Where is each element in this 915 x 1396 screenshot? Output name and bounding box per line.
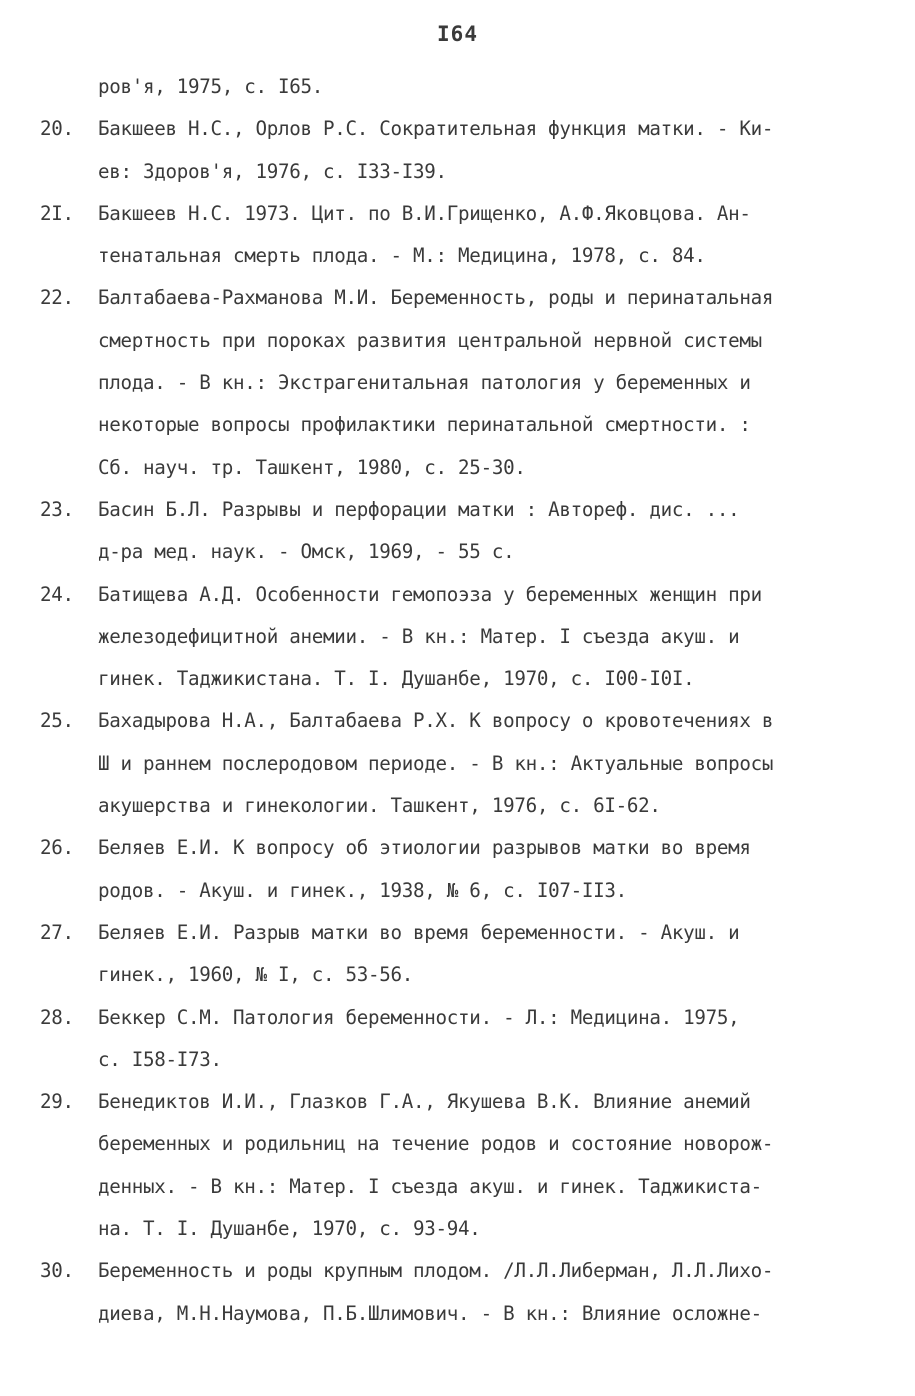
reference-line: гинек., 1960, № I, с. 53-56. bbox=[98, 963, 414, 987]
reference-line bbox=[40, 114, 880, 156]
reference-text: Бакшеев Н.С. 1973. Цит. по В.И.Грищенко, А.Ф.Яковцова. Ан- bbox=[98, 201, 751, 225]
reference-item bbox=[40, 918, 880, 1003]
reference-line: ев: Здоров'я, 1976, с. I33-I39. bbox=[98, 159, 447, 183]
reference-list bbox=[40, 72, 880, 1341]
reference-text: Бакшеев Н.С., Орлов Р.С. Сократительная функция матки. - Ки- bbox=[98, 117, 774, 141]
reference-text: Балтабаева-Рахманова М.И. Беременность, роды и перинатальная bbox=[98, 286, 774, 310]
reference-line bbox=[40, 283, 880, 325]
reference-number: 30. bbox=[40, 1259, 74, 1283]
reference-number: 22. bbox=[40, 286, 74, 310]
reference-line: д-ра мед. наук. - Омск, 1969, - 55 с. bbox=[98, 540, 515, 564]
reference-text: Басин Б.Л. Разрывы и перфорации матки : Автореф. дис. ... bbox=[98, 497, 740, 521]
reference-line bbox=[40, 833, 880, 875]
reference-text: Беременность и роды крупным плодом. /Л.Л.Либерман, Л.Л.Лихо- bbox=[98, 1259, 774, 1283]
reference-number: 2I. bbox=[40, 201, 74, 225]
reference-item bbox=[40, 283, 880, 494]
reference-number: 20. bbox=[40, 117, 74, 141]
reference-item bbox=[40, 114, 880, 199]
reference-line bbox=[40, 1087, 880, 1129]
reference-line bbox=[40, 1256, 880, 1298]
reference-text: Бенедиктов И.И., Глазков Г.А., Якушева В.К. Влияние анемий bbox=[98, 1090, 751, 1114]
reference-item bbox=[40, 1003, 880, 1088]
reference-number: 28. bbox=[40, 1005, 74, 1029]
reference-text: Бахадырова Н.А., Балтабаева Р.Х. К вопросу о кровотечениях в bbox=[98, 709, 774, 733]
reference-item bbox=[40, 833, 880, 918]
reference-line: гинек. Таджикистана. Т. I. Душанбе, 1970, с. I00-I0I. bbox=[98, 667, 695, 691]
reference-line: плода. - В кн.: Экстрагенитальная патология у беременных и bbox=[98, 371, 751, 395]
reference-line bbox=[40, 199, 880, 241]
reference-line bbox=[40, 706, 880, 748]
page-number: I64 bbox=[437, 22, 478, 46]
reference-number: 26. bbox=[40, 836, 74, 860]
reference-line: диева, М.Н.Наумова, П.Б.Шлимович. - В кн.: Влияние осложне- bbox=[98, 1301, 762, 1325]
reference-line bbox=[40, 495, 880, 537]
reference-line: Сб. науч. тр. Ташкент, 1980, с. 25-30. bbox=[98, 455, 526, 479]
reference-number: 23. bbox=[40, 497, 74, 521]
reference-text: Батищева А.Д. Особенности гемопоэза у беременных женщин при bbox=[98, 582, 762, 606]
reference-item bbox=[40, 580, 880, 707]
reference-line: беременных и родильниц на течение родов и состояние новорож- bbox=[98, 1132, 774, 1156]
reference-text: Беляев Е.И. Разрыв матки во время беременности. - Акуш. и bbox=[98, 920, 740, 944]
reference-text: Беляев Е.И. К вопросу об этиологии разрывов матки во время bbox=[98, 836, 751, 860]
reference-number: 27. bbox=[40, 920, 74, 944]
reference-item bbox=[40, 706, 880, 833]
reference-line: железодефицитной анемии. - В кн.: Матер. I съезда акуш. и bbox=[98, 624, 740, 648]
reference-number: 29. bbox=[40, 1090, 74, 1114]
reference-line: на. Т. I. Душанбе, 1970, с. 93-94. bbox=[98, 1217, 481, 1241]
continuation-line: ров'я, 1975, с. I65. bbox=[98, 75, 324, 98]
reference-line: с. I58-I73. bbox=[98, 1047, 222, 1071]
reference-line: денных. - В кн.: Матер. I съезда акуш. и гинек. Таджикиста- bbox=[98, 1174, 762, 1198]
reference-line: некоторые вопросы профилактики перинатальной смертности. : bbox=[98, 413, 751, 437]
reference-item bbox=[40, 1087, 880, 1256]
reference-line: Ш и раннем послеродовом периоде. - В кн.: Актуальные вопросы bbox=[98, 751, 774, 775]
reference-item bbox=[40, 495, 880, 580]
reference-line: родов. - Акуш. и гинек., 1938, № 6, с. I07-II3. bbox=[98, 878, 627, 902]
reference-line: тенатальная смерть плода. - М.: Медицина, 1978, с. 84. bbox=[98, 244, 706, 268]
reference-line: смертность при пороках развития центральной нервной системы bbox=[98, 328, 762, 352]
reference-number: 25. bbox=[40, 709, 74, 733]
reference-item bbox=[40, 1256, 880, 1341]
reference-item bbox=[40, 199, 880, 284]
reference-number: 24. bbox=[40, 582, 74, 606]
reference-line bbox=[40, 918, 880, 960]
reference-line bbox=[40, 580, 880, 622]
reference-line bbox=[40, 1003, 880, 1045]
reference-text: Беккер С.М. Патология беременности. - Л.: Медицина. 1975, bbox=[98, 1005, 740, 1029]
reference-line: акушерства и гинекологии. Ташкент, 1976, с. 6I-62. bbox=[98, 794, 661, 818]
